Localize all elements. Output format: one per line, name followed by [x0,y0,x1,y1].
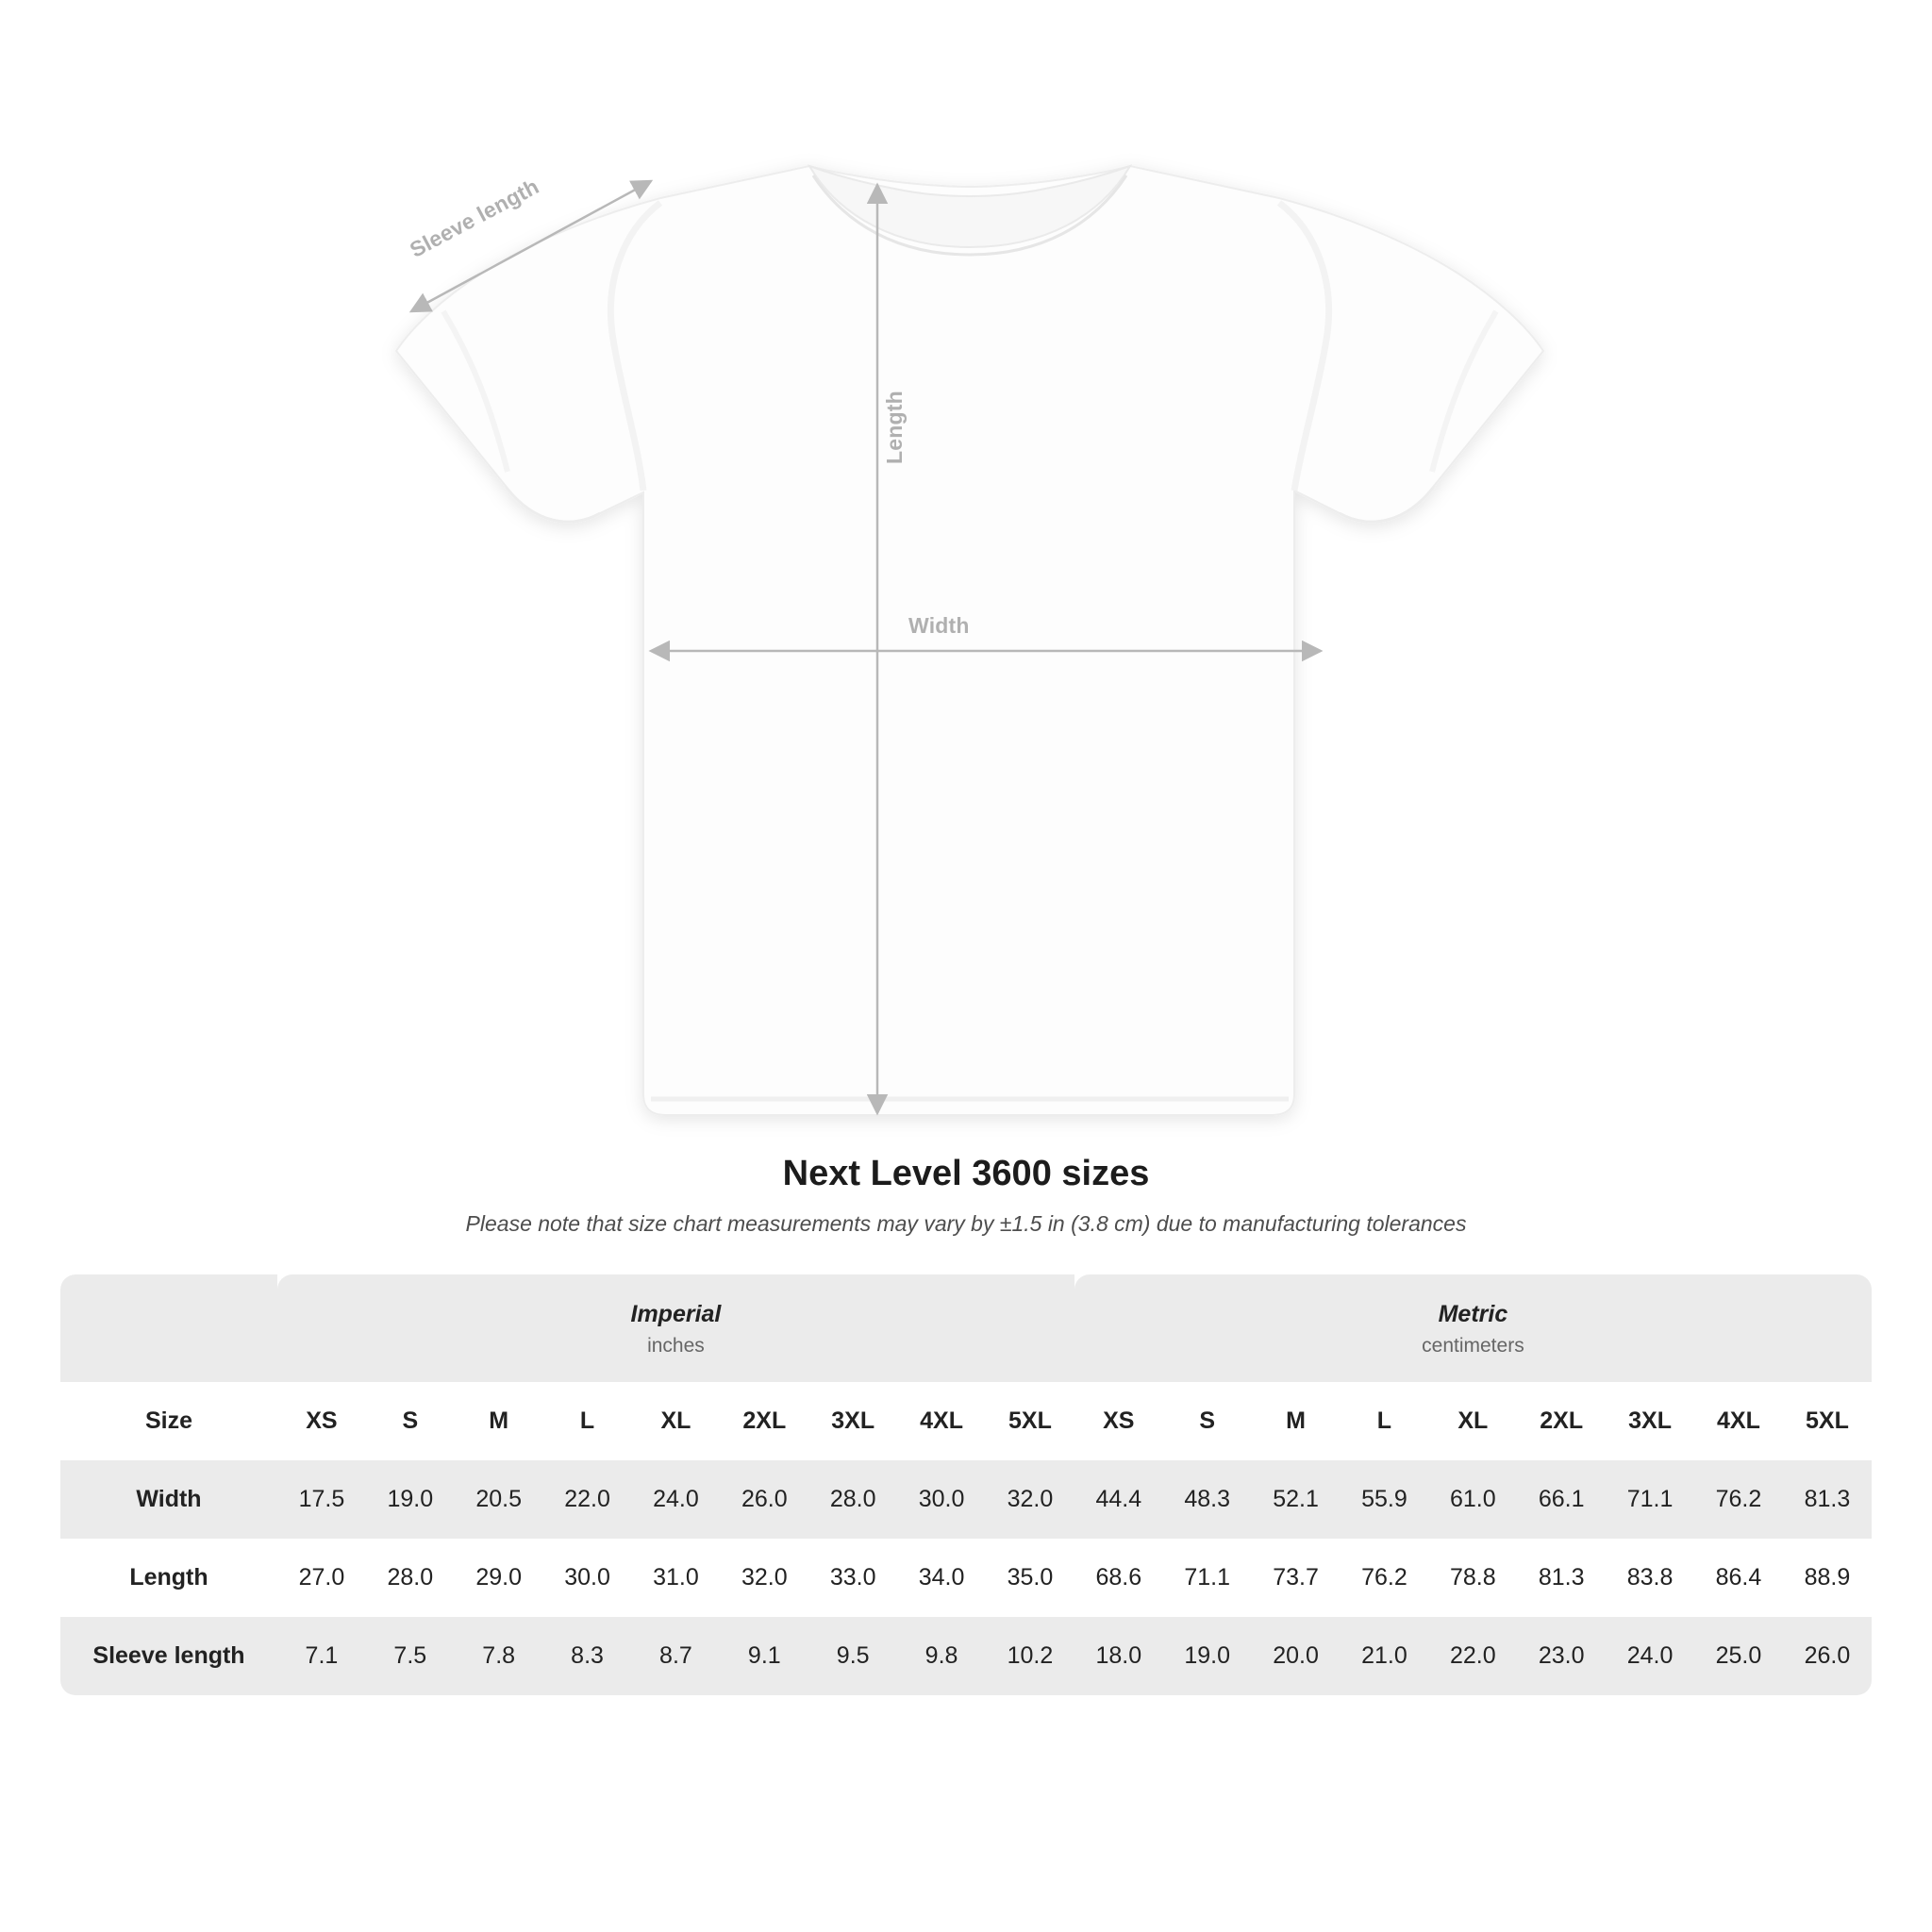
cell-length-imperial-xs: 27.0 [277,1539,366,1617]
row-label-sleeve-length: Sleeve length [60,1617,277,1695]
cell-length-metric-xl: 78.8 [1428,1539,1517,1617]
size-header-row [60,1382,1872,1460]
cell-length-metric-xs: 68.6 [1074,1539,1163,1617]
cell-sleeve-imperial-4xl: 9.8 [897,1617,986,1695]
cell-sleeve-metric-5xl: 26.0 [1783,1617,1872,1695]
cell-width-metric-xs: 44.4 [1074,1460,1163,1539]
table-corner-cell [60,1274,277,1382]
cell-sleeve-imperial-2xl: 9.1 [720,1617,808,1695]
cell-sleeve-metric-3xl: 24.0 [1606,1617,1694,1695]
cell-length-metric-4xl: 86.4 [1694,1539,1783,1617]
cell-width-metric-4xl: 76.2 [1694,1460,1783,1539]
cell-length-imperial-xl: 31.0 [632,1539,721,1617]
cell-length-imperial-2xl: 32.0 [720,1539,808,1617]
size-header-metric-2xl: 2XL [1517,1382,1606,1460]
cell-length-imperial-4xl: 34.0 [897,1539,986,1617]
cell-length-metric-3xl: 83.8 [1606,1539,1694,1617]
cell-sleeve-imperial-m: 7.8 [455,1617,543,1695]
size-header-imperial-m: M [455,1382,543,1460]
size-table-container [60,1274,1872,1695]
cell-length-metric-5xl: 88.9 [1783,1539,1872,1617]
cell-sleeve-imperial-3xl: 9.5 [808,1617,897,1695]
cell-length-metric-l: 76.2 [1341,1539,1429,1617]
title-block [0,1154,1932,1237]
unit-group-imperial-sub: inches [647,1335,705,1357]
cell-width-metric-xl: 61.0 [1428,1460,1517,1539]
cell-width-imperial-l: 22.0 [543,1460,632,1539]
size-header-imperial-2xl: 2XL [720,1382,808,1460]
size-header-metric-4xl: 4XL [1694,1382,1783,1460]
cell-width-metric-l: 55.9 [1341,1460,1429,1539]
cell-length-imperial-3xl: 33.0 [808,1539,897,1617]
cell-width-metric-s: 48.3 [1163,1460,1252,1539]
cell-sleeve-imperial-xl: 8.7 [632,1617,721,1695]
size-table [60,1274,1872,1695]
cell-sleeve-imperial-5xl: 10.2 [986,1617,1074,1695]
unit-group-row [60,1274,1872,1382]
size-header-metric-xs: XS [1074,1382,1163,1460]
cell-sleeve-metric-xl: 22.0 [1428,1617,1517,1695]
size-header-imperial-l: L [543,1382,632,1460]
cell-width-metric-2xl: 66.1 [1517,1460,1606,1539]
cell-width-imperial-xs: 17.5 [277,1460,366,1539]
size-header-metric-xl: XL [1428,1382,1517,1460]
size-header-imperial-5xl: 5XL [986,1382,1074,1460]
size-header-metric-l: L [1341,1382,1429,1460]
size-header-metric-m: M [1252,1382,1341,1460]
size-header-metric-3xl: 3XL [1606,1382,1694,1460]
unit-group-metric-label: Metric [1438,1301,1508,1327]
cell-length-imperial-l: 30.0 [543,1539,632,1617]
size-header-metric-s: S [1163,1382,1252,1460]
table-row [60,1617,1872,1695]
unit-group-imperial [277,1274,1074,1382]
cell-width-metric-5xl: 81.3 [1783,1460,1872,1539]
cell-width-imperial-3xl: 28.0 [808,1460,897,1539]
unit-group-metric [1074,1274,1872,1382]
cell-sleeve-imperial-xs: 7.1 [277,1617,366,1695]
cell-sleeve-metric-s: 19.0 [1163,1617,1252,1695]
size-header-imperial-4xl: 4XL [897,1382,986,1460]
table-row [60,1539,1872,1617]
size-header-label: Size [60,1382,277,1460]
size-header-imperial-xs: XS [277,1382,366,1460]
cell-width-imperial-s: 19.0 [366,1460,455,1539]
cell-length-imperial-m: 29.0 [455,1539,543,1617]
cell-sleeve-metric-4xl: 25.0 [1694,1617,1783,1695]
cell-sleeve-metric-2xl: 23.0 [1517,1617,1606,1695]
cell-width-metric-3xl: 71.1 [1606,1460,1694,1539]
cell-length-metric-2xl: 81.3 [1517,1539,1606,1617]
cell-sleeve-metric-m: 20.0 [1252,1617,1341,1695]
cell-sleeve-imperial-l: 8.3 [543,1617,632,1695]
cell-length-imperial-s: 28.0 [366,1539,455,1617]
cell-width-imperial-m: 20.5 [455,1460,543,1539]
cell-width-imperial-xl: 24.0 [632,1460,721,1539]
row-label-width: Width [60,1460,277,1539]
cell-length-metric-s: 71.1 [1163,1539,1252,1617]
size-header-imperial-xl: XL [632,1382,721,1460]
page-title: Next Level 3600 sizes [782,1154,1150,1193]
size-header-imperial-s: S [366,1382,455,1460]
size-header-metric-5xl: 5XL [1783,1382,1872,1460]
cell-length-imperial-5xl: 35.0 [986,1539,1074,1617]
length-dimension-label: Length [882,391,907,464]
cell-width-imperial-4xl: 30.0 [897,1460,986,1539]
cell-length-metric-m: 73.7 [1252,1539,1341,1617]
cell-sleeve-imperial-s: 7.5 [366,1617,455,1695]
unit-group-imperial-label: Imperial [630,1301,722,1327]
row-label-length: Length [60,1539,277,1617]
sleeve-length-dimension-label: Sleeve length [406,174,543,262]
size-header-imperial-3xl: 3XL [808,1382,897,1460]
unit-group-metric-sub: centimeters [1422,1335,1524,1357]
width-dimension-label: Width [908,613,970,638]
cell-width-metric-m: 52.1 [1252,1460,1341,1539]
cell-sleeve-metric-xs: 18.0 [1074,1617,1163,1695]
table-row [60,1460,1872,1539]
tolerance-note: Please note that size chart measurements may vary by ±1.5 in (3.8 cm) due to manufacturing tolerances [465,1211,1467,1236]
cell-width-imperial-2xl: 26.0 [720,1460,808,1539]
cell-width-imperial-5xl: 32.0 [986,1460,1074,1539]
cell-sleeve-metric-l: 21.0 [1341,1617,1429,1695]
